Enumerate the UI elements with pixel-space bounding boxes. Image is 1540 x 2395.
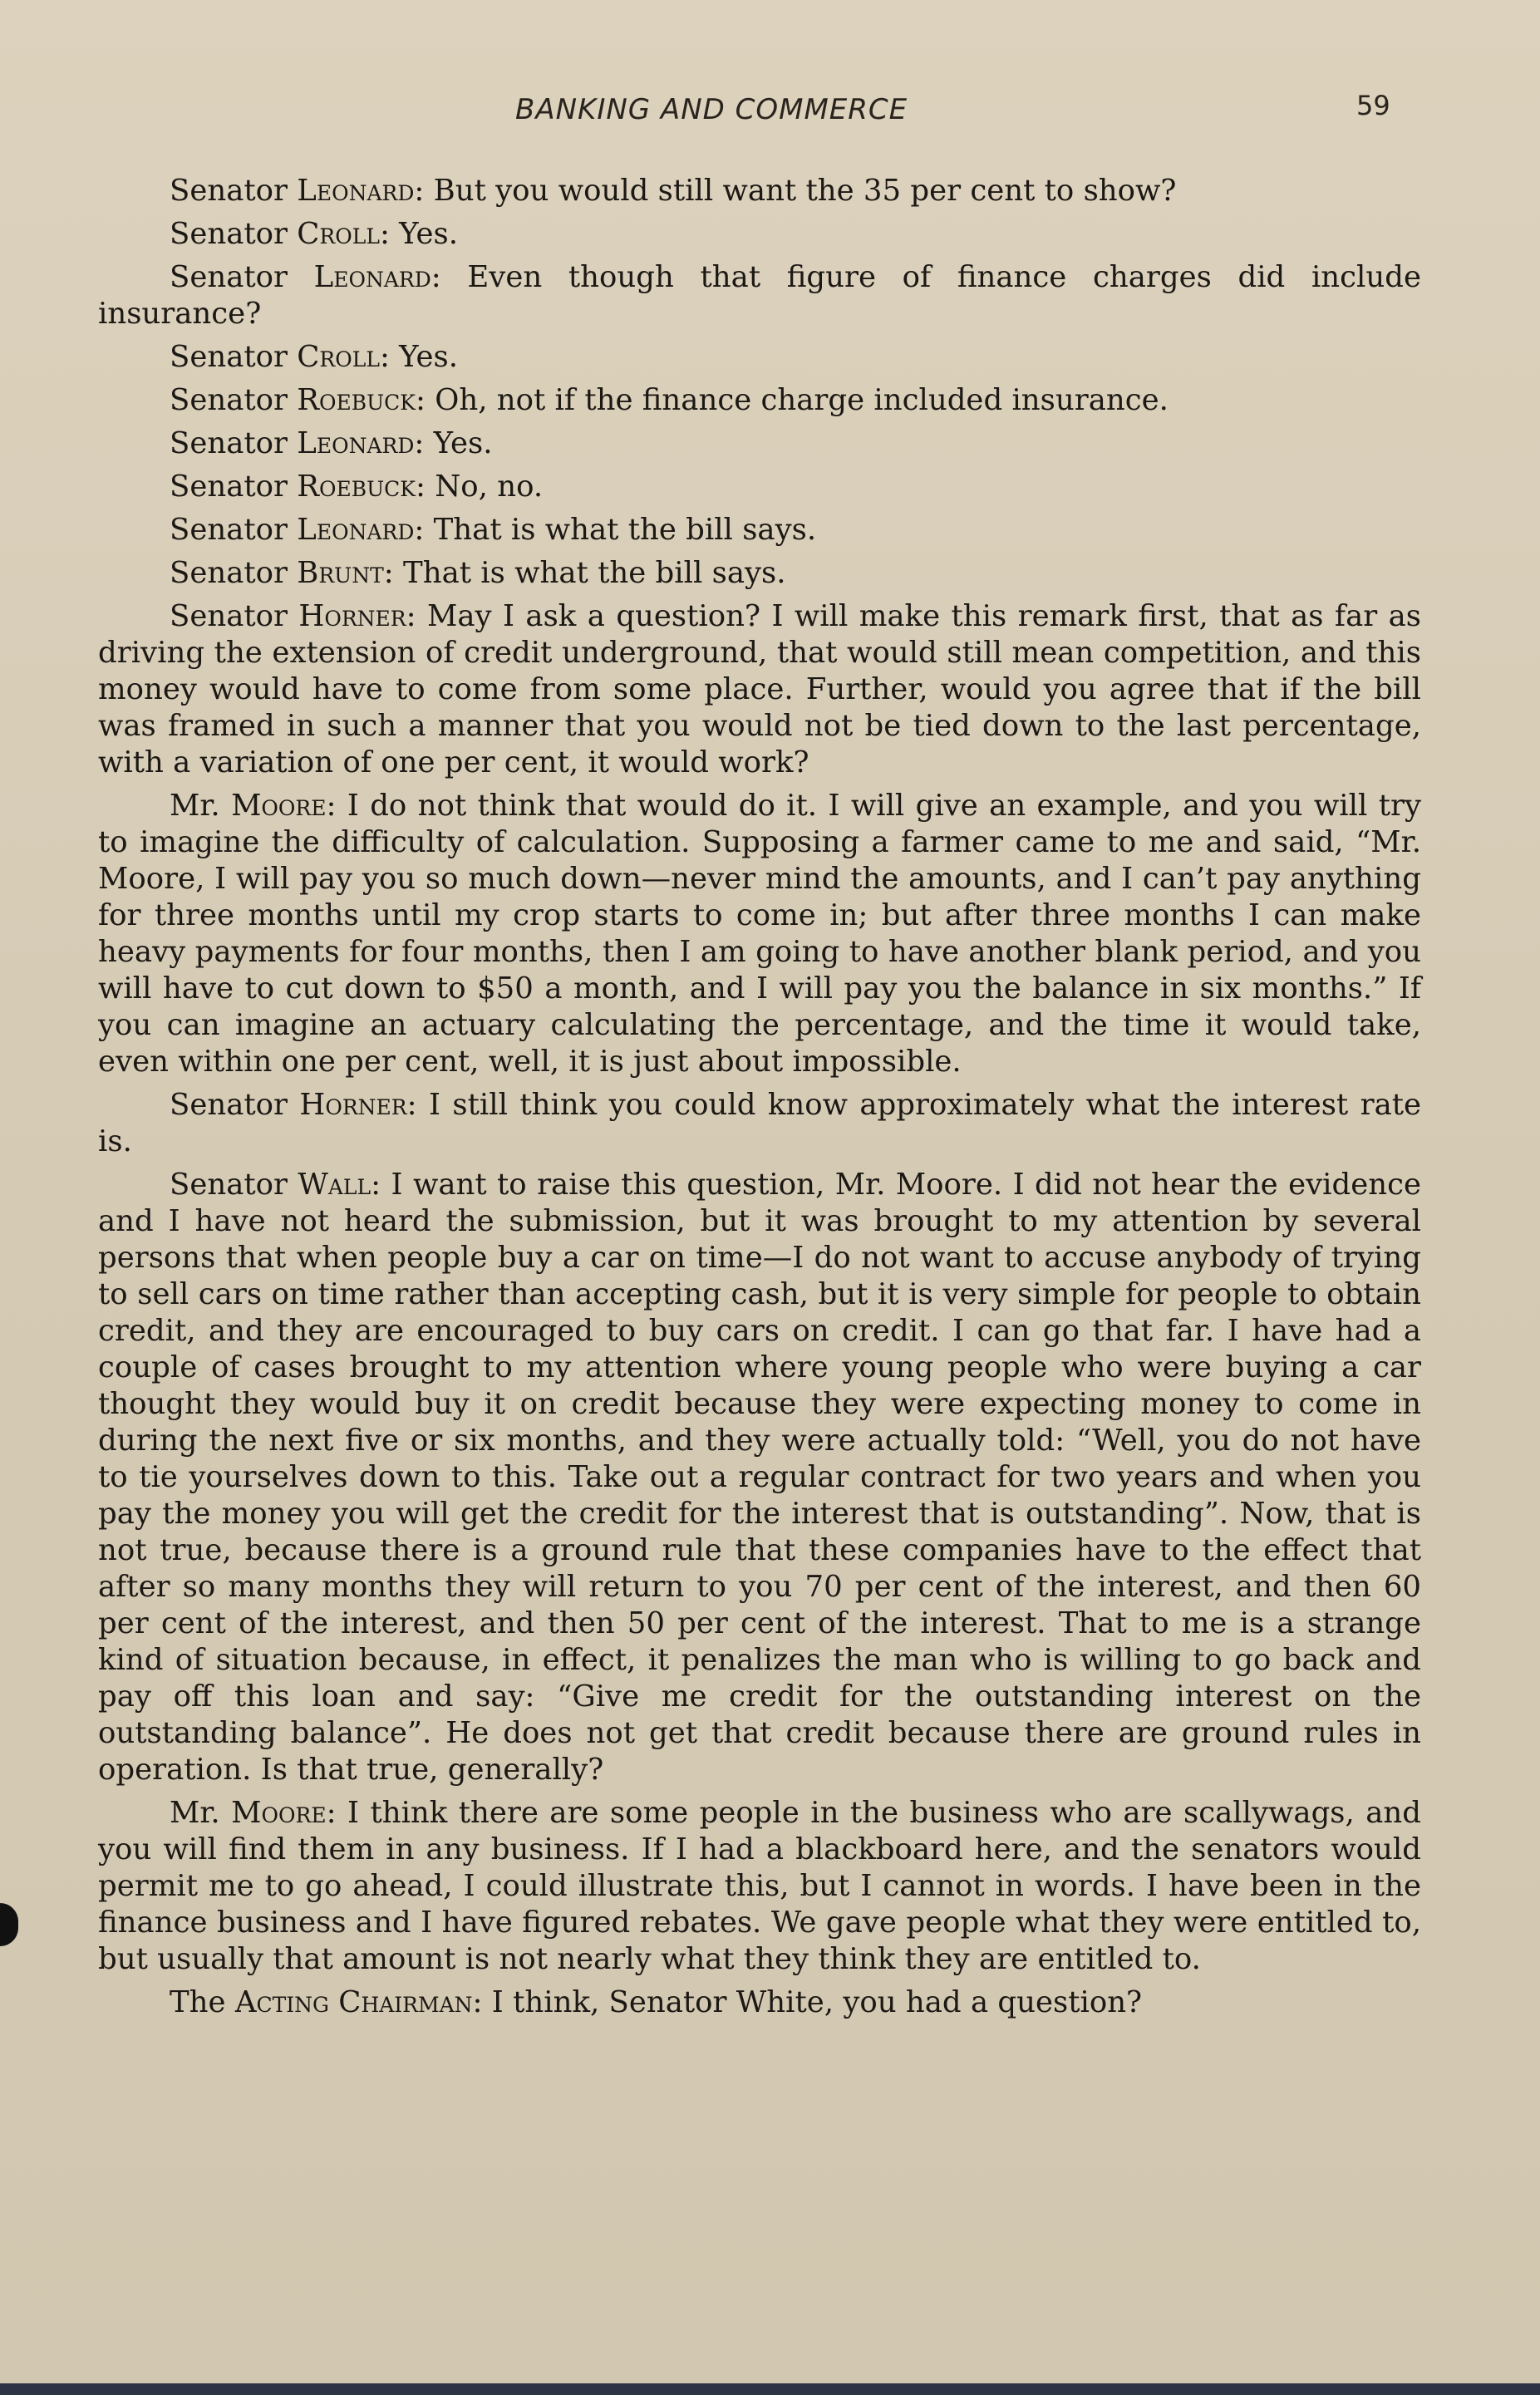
speaker-name: Brunt bbox=[297, 556, 384, 590]
speaker-name: Horner bbox=[299, 1088, 407, 1122]
paragraph bbox=[98, 216, 1421, 253]
scan-bottom-edge bbox=[0, 2383, 1540, 2395]
speech-text: : Yes. bbox=[379, 340, 459, 374]
speech-text: : I do not think that would do it. I will give an example, and you will try to imagine the difficulty of calculation. Supposing a farmer came to me and said, “Mr. Moore, I will pay you so much down—never mind the amounts, and I can’t pay anything for three months until my crop starts to come in; but after three months I can make heavy payments for four months, then I am going to have another blank period, and you will have to cut down to $50 a month, and I will pay you the balance in six months.” If you can imagine an actuary calculating the percentage, and the time it would take, even within one per cent, well, it is just about impossible. bbox=[98, 789, 1421, 1079]
speaker-title: Mr. bbox=[170, 1796, 232, 1830]
speaker-name: Moore bbox=[231, 1796, 327, 1830]
speech-text: : But you would still want the 35 per cent to show? bbox=[414, 174, 1177, 208]
paragraph bbox=[98, 1984, 1421, 2021]
running-head: BANKING AND COMMERCE bbox=[515, 93, 908, 126]
speaker-title: Senator bbox=[170, 217, 298, 251]
speech-text: : I still think you could know approximately what the interest rate is. bbox=[98, 1088, 1422, 1158]
speech-text: : May I ask a question? I will make this remark first, that as far as driving the extension of credit underground, that would still mean competition, and this money would have to come from some place. Further, would you agree that if the bill was framed in such a manner that you would not be tied down to the last percentage, with a variation of one per cent, it would work? bbox=[98, 599, 1422, 779]
speaker-title: Senator bbox=[170, 260, 314, 294]
speaker-title: Senator bbox=[170, 513, 298, 547]
paragraph bbox=[98, 1167, 1421, 1788]
paragraph bbox=[98, 598, 1421, 781]
speaker-title: Senator bbox=[170, 383, 298, 417]
speech-text: : I think there are some people in the business who are scallywags, and you will find them in any business. If I had a blackboard here, and the senators would permit me to go ahead, I could illustrate this, but I cannot in words. I have been in the finance business and I have figured rebates. We gave people what they were entitled to, but usually that amount is not nearly what they think they are entitled to. bbox=[98, 1796, 1422, 1976]
speaker-name: Leonard bbox=[313, 260, 431, 294]
paragraph bbox=[98, 339, 1421, 376]
paragraph bbox=[98, 425, 1421, 462]
paragraph bbox=[98, 382, 1421, 419]
paragraph bbox=[98, 469, 1421, 505]
speaker-name: Roebuck bbox=[297, 383, 416, 417]
speaker-name: Leonard bbox=[297, 426, 415, 460]
speaker-name: Horner bbox=[298, 599, 406, 633]
speaker-name: Croll bbox=[297, 217, 380, 251]
speech-text: : I think, Senator White, you had a question? bbox=[472, 1985, 1143, 2019]
speaker-title: Senator bbox=[170, 1168, 298, 1202]
speech-text: : Oh, not if the finance charge included insurance. bbox=[415, 383, 1169, 417]
paragraph bbox=[98, 259, 1421, 332]
speaker-title: Senator bbox=[170, 174, 298, 208]
paragraph bbox=[98, 555, 1421, 592]
speech-text: : I want to raise this question, Mr. Moore. I did not hear the evidence and I have not heard the submission, but it was brought to my attention by several persons that when people buy a car on time—I do not want to accuse anybody of trying to sell cars on time rather than accepting cash, but it is very simple for people to obtain credit, and they are encouraged to buy cars on credit. I can go that far. I have had a couple of cases brought to my attention where young people who were buying a car thought they would buy it on credit because they were expecting money to come in during the next five or six months, and they were actually told: “Well, you do not have to tie yourselves down to this. Take out a regular contract for two years and when you pay the money you will get the credit for the interest that is outstanding”. Now, that is not true, because there is a ground rule that these companies have to the effect that after so many months they will return to you 70 per cent of the interest, and then 60 per cent of the interest, and then 50 per cent of the interest. That to me is a strange kind of situation because, in effect, it penalizes the man who is willing to go back and pay off this loan and say: “Give me credit for the outstanding interest on the outstanding balance”. He does not get that credit because there are ground rules in operation. Is that true, generally? bbox=[98, 1168, 1422, 1787]
speaker-name: Acting Chairman bbox=[234, 1985, 473, 2019]
paragraph bbox=[98, 1087, 1421, 1160]
speaker-name: Roebuck bbox=[297, 470, 416, 504]
binding-hole-mark bbox=[0, 1903, 18, 1946]
speaker-name: Wall bbox=[298, 1168, 371, 1202]
speaker-title: Senator bbox=[170, 1088, 300, 1122]
speaker-name: Leonard bbox=[297, 513, 415, 547]
paragraph bbox=[98, 1795, 1421, 1978]
speech-text: : Yes. bbox=[379, 217, 459, 251]
paragraph bbox=[98, 512, 1421, 548]
paragraph bbox=[98, 788, 1421, 1080]
speaker-title: The bbox=[170, 1985, 235, 2019]
speech-text: : That is what the bill says. bbox=[383, 556, 786, 590]
speaker-title: Senator bbox=[170, 470, 298, 504]
speech-text: : No, no. bbox=[415, 470, 544, 504]
speaker-title: Senator bbox=[170, 426, 298, 460]
speaker-title: Senator bbox=[170, 556, 298, 590]
speaker-title: Senator bbox=[170, 599, 299, 633]
speaker-name: Leonard bbox=[297, 174, 415, 208]
speech-text: : Even though that figure of finance charges did include insurance? bbox=[98, 260, 1422, 331]
speech-text: : That is what the bill says. bbox=[414, 513, 817, 547]
page-number: 59 bbox=[1356, 90, 1390, 121]
page-header bbox=[0, 90, 1540, 143]
transcript-body bbox=[98, 173, 1421, 2028]
speaker-title: Mr. bbox=[170, 789, 232, 823]
speech-text: : Yes. bbox=[414, 426, 493, 460]
speaker-name: Croll bbox=[297, 340, 380, 374]
speaker-name: Moore bbox=[231, 789, 327, 823]
speaker-title: Senator bbox=[170, 340, 298, 374]
paragraph bbox=[98, 173, 1421, 209]
